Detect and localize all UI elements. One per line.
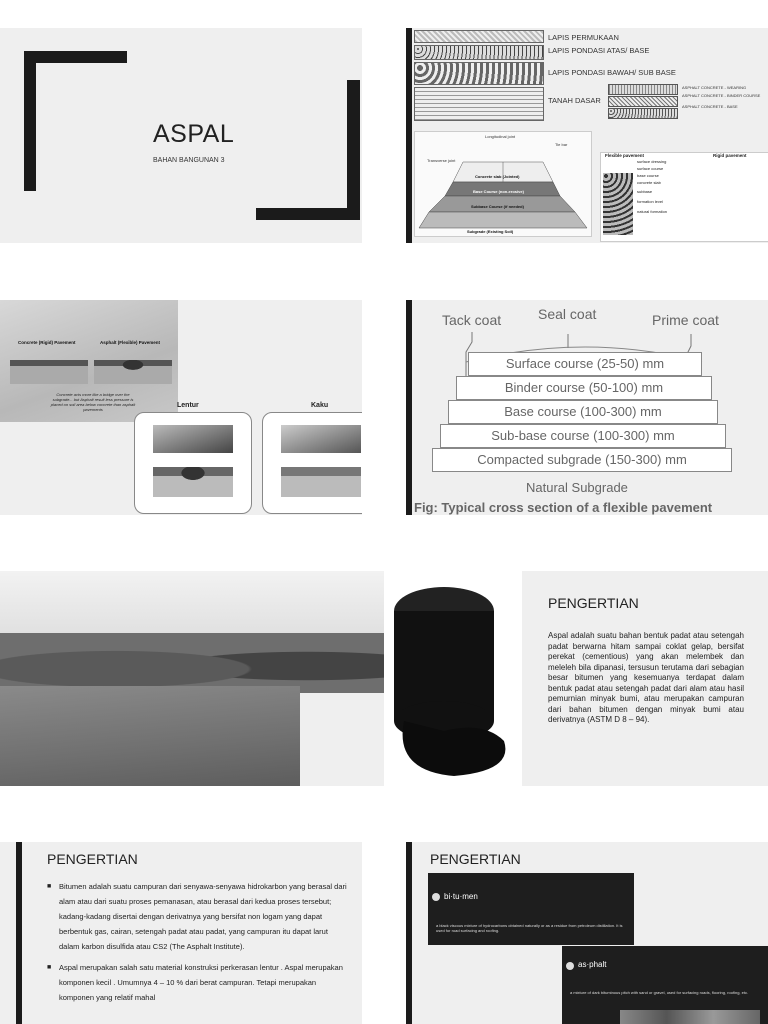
section-title: PENGERTIAN [430,851,521,867]
card-kaku [262,402,362,514]
dictionary-definition: a black viscous mixture of hydrocarbons obtained naturally or as a residue from petroleum distillation. It is used for road surfacing and roofing. [436,923,623,933]
coat-label: Prime coat [652,312,719,328]
section-title: PENGERTIAN [548,595,639,611]
diagram-label: Base Course (non-erosive) [473,189,524,194]
layer-label: TANAH DASAR [548,96,601,105]
dictionary-card-asphalt [562,946,768,1024]
barrel-svg [384,571,522,786]
coat-label: Tack coat [442,312,502,328]
layer-label: LAPIS PONDASI BAWAH/ SUB BASE [548,68,676,77]
bracket-top-left-v [24,51,36,191]
bracket-bottom-right-v [347,80,360,220]
section-title: PENGERTIAN [47,851,138,867]
flex-label: Rigid pavement [713,153,747,158]
dictionary-definition: a mixture of dark bituminous pitch with sand or gravel, used for surfacing roads, flooring, roofing, etc. [570,990,749,995]
map-label: Asphalt (Flexible) Pavement [100,340,161,345]
definition-list [47,879,347,1011]
flexible-rigid-comparison [600,152,768,242]
bracket-top-left-h [24,51,127,63]
slab-diagram-svg [415,132,591,236]
slide-layers[interactable] [406,28,768,243]
flex-label: Flexible pavement [605,153,645,158]
speaker-icon [566,962,574,970]
mini-layer-label: ASPHALT CONCRETE - WEARING [682,85,747,90]
layer-stack-image [414,30,544,123]
flex-label: natural formation [637,209,668,214]
mini-layer-label: ASPHALT CONCRETE - BASE [682,104,738,109]
accent-bar [406,842,412,1024]
flex-label: surface course [637,166,664,171]
accent-bar [16,842,22,1024]
natural-subgrade-label: Natural Subgrade [526,480,628,495]
layer-label: LAPIS PERMUKAAN [548,33,619,42]
dictionary-card-bitumen [428,873,634,945]
speaker-icon [432,893,440,901]
rigid-pavement-diagram [414,131,592,237]
diagram-label: Subbase Course (if needed) [471,204,524,209]
card-label: Kaku [311,402,329,409]
diagram-label: Tie bar [555,142,568,147]
slide-pengertian-dictionary[interactable] [406,842,768,1024]
treeline-photo [0,633,384,693]
diagram-label: Subgrade (Existing Soil) [467,229,514,234]
map-label: Concrete (Rigid) Pavement [18,340,76,345]
rigid-flexible-photo [0,300,178,422]
layer-label: LAPIS PONDASI ATAS/ BASE [548,46,650,55]
dictionary-word: as·phalt [578,960,607,969]
slide-title[interactable] [0,28,362,243]
coat-label: Seal coat [538,306,597,322]
map-caption: Concrete acts more like a bridge over the subgrade... but Asphalt result less pressure is placed on soil area below concrete than asphalt pavements [50,392,136,412]
definition-text: Aspal adalah suatu bahan bentuk padat atau setengah padat berwarna hitam sampai coklat gelap, bersifat perekat (cementious) yang akan melembek dan meleleh bila dipanasi, tersusun terutama dari sebagian besar bitumen yang kesemuanya terdapat dalam bentuk padat atau setengah padat dari alam atau hasil pemurnian minyak bumi, atau merupakan campuran dari bahan bitumen dengan minyak bumi atau derivatnya (ASTM D 8 – 94). [548,631,744,724]
flex-label: formation level [637,199,664,204]
flex-label: subbase [637,189,653,194]
course-layer: Binder course (50-100) mm [456,376,712,400]
slide-rigid-vs-flexible[interactable] [0,300,362,515]
asphalt-barrel-photo [384,571,522,786]
flex-label: surface dressing [637,159,667,164]
course-layer: Compacted subgrade (150-300) mm [432,448,732,472]
diagram-label: Transverse joint [427,158,456,163]
card-lentur [134,402,252,514]
card-label: Lentur [177,402,199,409]
slide-subtitle: BAHAN BANGUNAN 3 [153,157,225,164]
course-layer: Sub-base course (100-300) mm [440,424,726,448]
diagram-label: Longitudinal joint [485,134,516,139]
accent-bar [406,28,412,243]
flex-label: base course [637,173,659,178]
definition-panel [522,571,768,786]
definition-aspal: ■ Aspal merupakan salah satu material konstruksi perkerasan lentur . Aspal merupakan komponen kecil . Umumnya 4 – 10 % dari berat campuran. Tetapi merupakan komponen yang relatif mahal [47,960,347,1005]
definition-bitumen: ■ Bitumen adalah suatu campuran dari senyawa-senyawa hidrokarbon yang berasal dari alam atau dari suatu proses pemanasan, atau berasal dari kedua proses tersebut; kadang-kadang disertai dengan derivatnya yang bersifat non logam yang dapat berbentuk gas, cairan, setengah padat atau padat, yang campuran itu dapat larut dalam karbon disulfida atau CS2 (The Asphalt Institute). [47,879,347,954]
slide-pengertian-bitumen[interactable] [0,842,362,1024]
bracket-bottom-right-h [256,208,360,220]
course-layer: Surface course (25-50) mm [468,352,702,376]
slide-pengertian-aspal[interactable] [0,571,768,786]
mini-layer-label: ASPHALT CONCRETE - BINDER COURSE [682,93,761,98]
figure-caption: Fig: Typical cross section of a flexible pavement [414,500,713,515]
slide-title-text: ASPAL [153,120,235,148]
diagram-label: Concrete slab (Jointed) [475,174,520,179]
asphalt-roof-photo [0,686,300,786]
dictionary-word: bi·tu·men [444,892,478,901]
flex-label: concrete slab [637,180,661,185]
slide-cross-section[interactable] [406,300,768,515]
mini-layer-stack [608,84,678,120]
course-layer: Base course (100-300) mm [448,400,718,424]
